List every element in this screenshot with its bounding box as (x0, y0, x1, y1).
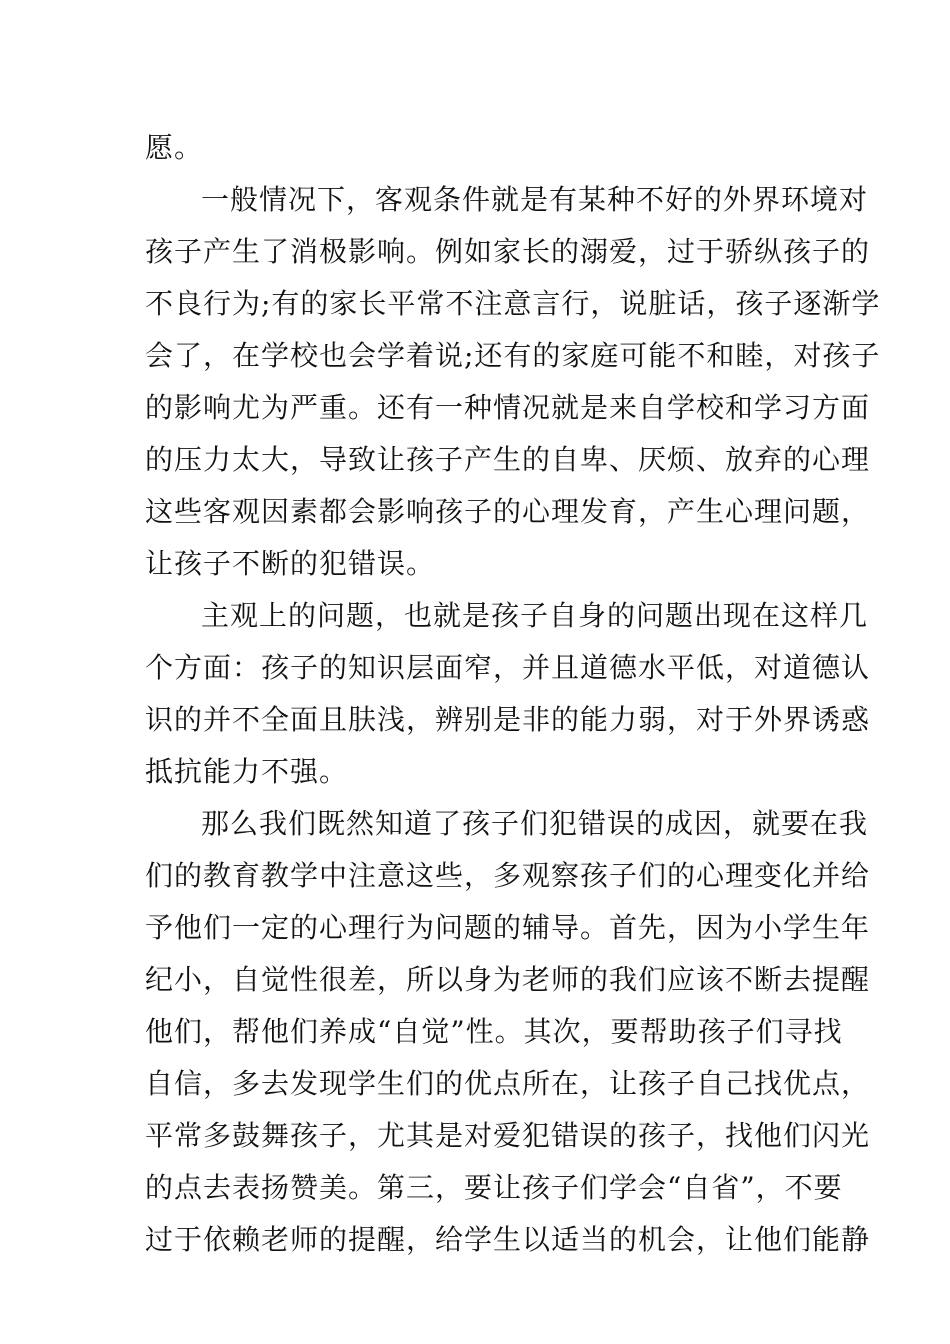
text-line: 过于依赖老师的提醒，给学生以适当的机会，让他们能静 (145, 1223, 871, 1256)
text-line: 一般情况下，客观条件就是有某种不好的外界环境对 (201, 183, 869, 216)
text-line: 愿。 (145, 131, 204, 164)
text-line: 识的并不全面且肤浅，辨别是非的能力弱，对于外界诱惑 (145, 703, 871, 736)
text-line: 个方面：孩子的知识层面窄，并且道德水平低，对道德认 (145, 651, 871, 684)
text-line: 主观上的问题，也就是孩子自身的问题出现在这样几 (201, 599, 869, 632)
text-line: 纪小，自觉性很差，所以身为老师的我们应该不断去提醒 (145, 963, 871, 996)
text-line: 的压力太大，导致让孩子产生的自卑、厌烦、放弃的心理 (145, 443, 871, 476)
text-line: 让孩子不断的犯错误。 (145, 547, 436, 580)
text-line: 孩子产生了消极影响。例如家长的溺爱，过于骄纵孩子的 (145, 235, 871, 268)
text-line: 会了，在学校也会学着说;还有的家庭可能不和睦，对孩子 (145, 339, 881, 372)
text-line: 他们，帮他们养成“自觉”性。其次，要帮助孩子们寻找 (145, 1015, 843, 1048)
text-line: 这些客观因素都会影响孩子的心理发育，产生心理问题， (145, 495, 871, 528)
text-line: 不良行为;有的家长平常不注意言行，说脏话，孩子逐渐学 (145, 287, 881, 320)
text-line: 平常多鼓舞孩子，尤其是对爱犯错误的孩子，找他们闪光 (145, 1119, 871, 1152)
text-line: 自信，多去发现学生们的优点所在，让孩子自己找优点， (145, 1067, 871, 1100)
text-line: 抵抗能力不强。 (145, 755, 349, 788)
text-line: 们的教育教学中注意这些，多观察孩子们的心理变化并给 (145, 859, 871, 892)
text-line: 的点去表扬赞美。第三，要让孩子们学会“自省”，不要 (145, 1171, 843, 1204)
text-line: 予他们一定的心理行为问题的辅导。首先，因为小学生年 (145, 911, 871, 944)
text-line: 那么我们既然知道了孩子们犯错误的成因，就要在我 (201, 807, 869, 840)
text-line: 的影响尤为严重。还有一种情况就是来自学校和学习方面 (145, 391, 871, 424)
